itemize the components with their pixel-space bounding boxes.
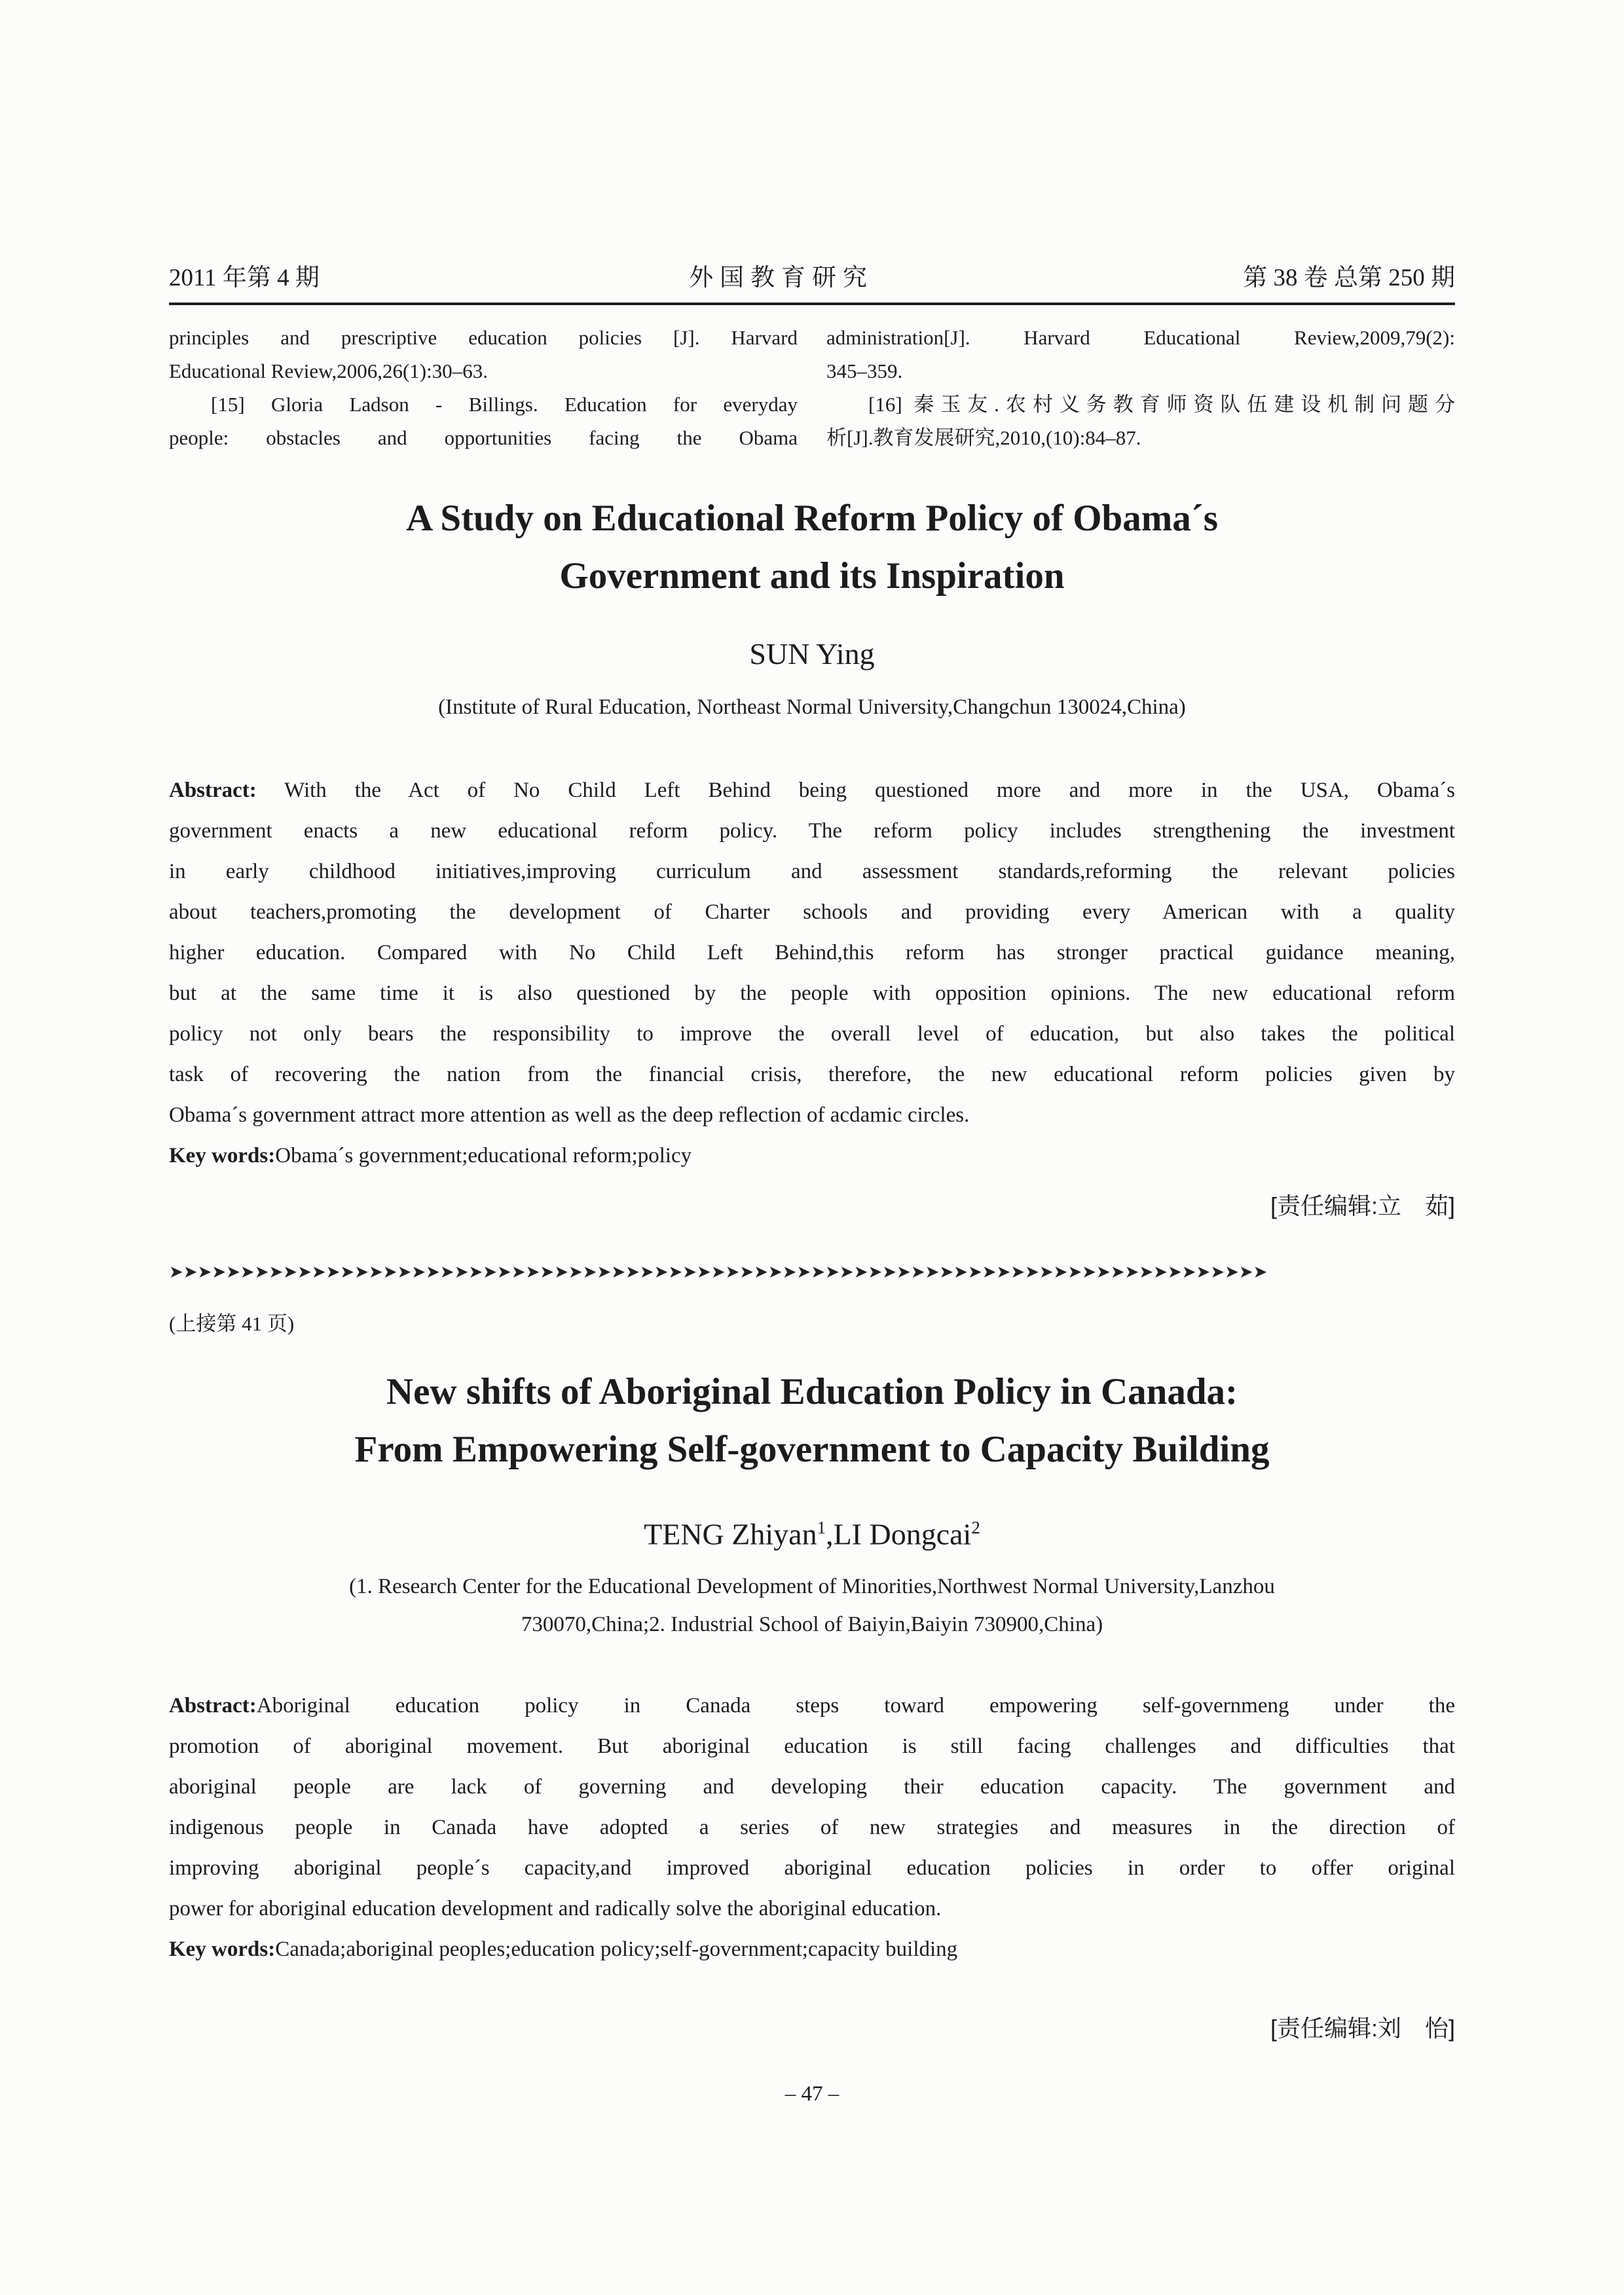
reference-line: principles and prescriptive education policies [J]. Harvard: [169, 326, 798, 349]
article1-affiliation: (Institute of Rural Education, Northeast Normal University,Changchun 130024,China): [438, 695, 1186, 719]
reference-line: [16] 秦玉友.农村义务教育师资队伍建设机制问题分: [868, 393, 1455, 416]
header-rule: [169, 303, 1455, 305]
abstract-line: indigenous people in Canada have adopted a series of new strategies and measures in the direction of: [169, 1816, 1455, 1840]
abstract-text: Aboriginal education policy in Canada steps toward empowering self-governmeng under the: [256, 1694, 1455, 1718]
abstract-line: [169, 1685, 1455, 1726]
references-left-column: [169, 321, 798, 454]
abstract-line: aboriginal people are lack of governing and developing their education capacity. The government and: [169, 1775, 1455, 1799]
abstract-line: Obama´s government attract more attention as well as the deep reflection of acdamic circles.: [169, 1103, 970, 1127]
reference-line: [15] Gloria Ladson - Billings. Education for everyday: [211, 393, 798, 416]
abstract-text: With the Act of No Child Left Behind being questioned more and more in the USA, Obama´s: [284, 779, 1455, 802]
article2-author1-superscript: 1: [817, 1518, 826, 1537]
issue-label: 2011 年第 4 期: [169, 265, 320, 291]
abstract-line: in early childhood initiatives,improving curriculum and assessment standards,reforming the relevant policies: [169, 860, 1455, 883]
abstract-label: Abstract:: [169, 779, 257, 802]
abstract-line: [169, 770, 1455, 811]
abstract-line: power for aboriginal education development and radically solve the aboriginal education.: [169, 1897, 942, 1921]
running-head: [169, 263, 1455, 293]
references-right-column: [826, 321, 1455, 454]
article2-editor-note: [责任编辑:刘 怡]: [1270, 2015, 1455, 2042]
abstract-line: government enacts a new educational reform policy. The reform policy includes strengthening the investment: [169, 819, 1455, 843]
article2-title: [169, 1363, 1455, 1478]
article1-title: [169, 490, 1455, 605]
keywords-text: Canada;aboriginal peoples;education policy;self-government;capacity building: [275, 1937, 958, 1962]
reference-line: 析[J].教育发展研究,2010,(10):84–87.: [826, 426, 1141, 449]
reference-line: Educational Review,2006,26(1):30–63.: [169, 359, 488, 382]
abstract-line: higher education. Compared with No Child Left Behind,this reform has stronger practical guidance meaning,: [169, 941, 1455, 964]
article2-title-line2: From Empowering Self-government to Capacity Building: [354, 1429, 1270, 1470]
article1-keywords: [169, 1135, 1455, 1176]
abstract-line: but at the same time it is also questioned by the people with opposition opinions. The new educational reform: [169, 982, 1455, 1005]
article2-affiliation-line2: 730070,China;2. Industrial School of Baiyin,Baiyin 730900,China): [521, 1613, 1103, 1637]
article2-author2-superscript: 2: [971, 1518, 980, 1537]
abstract-line: about teachers,promoting the development of Charter schools and providing every American with a quality: [169, 900, 1455, 924]
keywords-text: Obama´s government;educational reform;policy: [275, 1144, 692, 1167]
abstract-line: improving aboriginal people´s capacity,and improved aboriginal education policies in order to offer original: [169, 1856, 1455, 1881]
page-number: – 47 –: [784, 2082, 840, 2106]
article1-title-line1: A Study on Educational Reform Policy of Obama´s: [406, 498, 1218, 539]
article1-title-line2: Government and its Inspiration: [559, 555, 1065, 597]
section-separator: ➤➤➤➤➤➤➤➤➤➤➤➤➤➤➤➤➤➤➤➤➤➤➤➤➤➤➤➤➤➤➤➤➤➤➤➤➤➤➤➤➤➤➤➤➤➤➤➤➤➤➤➤➤➤➤➤➤➤➤➤➤➤➤➤➤➤➤➤➤➤➤➤➤➤➤➤➤: [169, 1262, 1268, 1282]
volume-label: 第 38 卷 总第 250 期: [1243, 265, 1455, 291]
article2-affiliation-line1: (1. Research Center for the Educational Development of Minorities,Northwest Normal University,Lanzhou: [349, 1575, 1275, 1599]
article2-author-separator: ,: [826, 1517, 834, 1551]
continuation-note: (上接第 41 页): [169, 1312, 295, 1335]
references-section: [169, 321, 1455, 454]
article1-abstract: [169, 770, 1455, 1176]
article2-title-line1: New shifts of Aboriginal Education Policy in Canada:: [386, 1371, 1238, 1412]
keywords-label: Key words:: [169, 1937, 276, 1962]
abstract-line: promotion of aboriginal movement. But aboriginal education is still facing challenges and difficulties that: [169, 1735, 1455, 1759]
abstract-line: task of recovering the nation from the financial crisis, therefore, the new educational reform policies given by: [169, 1063, 1455, 1086]
reference-line: people: obstacles and opportunities facing the Obama: [169, 426, 798, 449]
article2-author1: TENG Zhiyan: [644, 1517, 817, 1551]
article2-keywords: [169, 1929, 1455, 1970]
article1-author: SUN Ying: [749, 637, 875, 670]
abstract-label: Abstract:: [169, 1694, 257, 1718]
article1-editor-note: [责任编辑:立 茹]: [1270, 1192, 1455, 1219]
article2-abstract: [169, 1685, 1455, 1970]
journal-title: 外国教育研究: [689, 265, 874, 291]
article2-author2: LI Dongcai: [833, 1517, 972, 1551]
reference-line: administration[J]. Harvard Educational Review,2009,79(2):: [826, 326, 1455, 349]
abstract-line: policy not only bears the responsibility to improve the overall level of education, but also takes the political: [169, 1022, 1455, 1046]
article2-authors: [169, 1510, 1455, 1552]
keywords-label: Key words:: [169, 1144, 276, 1167]
reference-line: 345–359.: [826, 359, 903, 382]
